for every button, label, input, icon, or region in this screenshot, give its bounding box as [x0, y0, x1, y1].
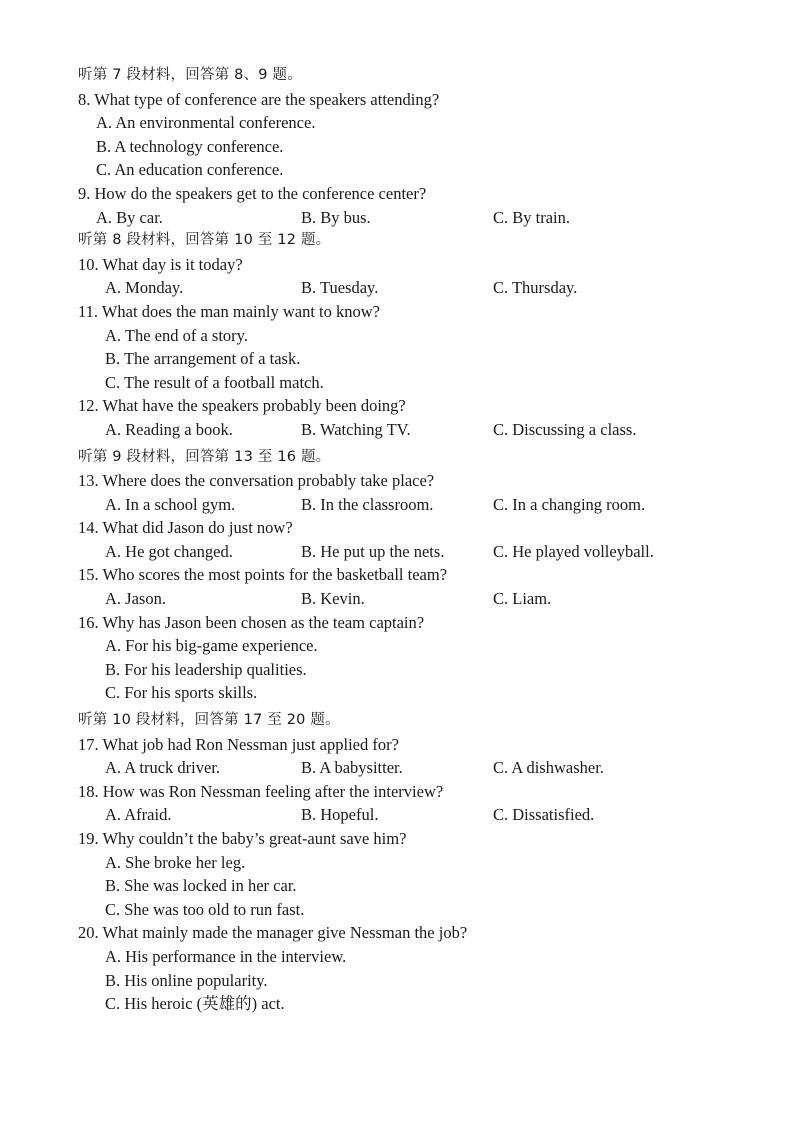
option-19a: A. She broke her leg. — [105, 852, 246, 872]
option-16b: B. For his leadership qualities. — [105, 659, 307, 679]
options-row-9 — [78, 206, 758, 230]
question-14: 14. What did Jason do just now? — [78, 518, 293, 538]
options-row-15 — [78, 587, 758, 611]
option-13b: B. In the classroom. — [301, 494, 434, 514]
section-header: 听第 7 段材料，回答第 8、9 题。 — [78, 67, 302, 83]
option-17b: B. A babysitter. — [301, 758, 403, 778]
option-11a: A. The end of a story. — [105, 325, 248, 345]
options-row-13 — [78, 493, 758, 517]
option-12c: C. Discussing a class. — [493, 419, 637, 439]
option-14c: C. He played volleyball. — [493, 541, 654, 561]
option-10c: C. Thursday. — [493, 278, 578, 298]
option-9b: B. By bus. — [301, 207, 371, 227]
option-20c: C. His heroic (英雄的) act. — [105, 994, 285, 1014]
section-header: 听第 10 段材料，回答第 17 至 20 题。 — [78, 712, 340, 729]
option-17a: A. A truck driver. — [105, 758, 221, 778]
exam-listening-section — [78, 64, 758, 1016]
options-row-12 — [78, 418, 758, 442]
option-16a: A. For his big-game experience. — [105, 636, 318, 656]
option-9c: C. By train. — [493, 207, 570, 227]
section-header: 听第 8 段材料，回答第 10 至 12 题。 — [78, 232, 331, 249]
section-header: 听第 9 段材料，回答第 13 至 16 题。 — [78, 448, 331, 465]
option-8a: A. An environmental conference. — [96, 113, 316, 133]
question-8: 8. What type of conference are the speakers attending? — [78, 89, 440, 109]
option-20b: B. His online popularity. — [105, 970, 268, 990]
option-17c: C. A dishwasher. — [493, 758, 604, 778]
options-row-14 — [78, 540, 758, 564]
option-14a: A. He got changed. — [105, 541, 233, 561]
option-12a: A. Reading a book. — [105, 419, 233, 439]
option-10a: A. Monday. — [105, 278, 184, 298]
option-19c: C. She was too old to run fast. — [105, 899, 305, 919]
option-19b: B. She was locked in her car. — [105, 876, 297, 896]
options-row-10 — [78, 276, 758, 300]
option-15c: C. Liam. — [493, 589, 552, 609]
option-18b: B. Hopeful. — [301, 805, 379, 825]
option-12b: B. Watching TV. — [301, 419, 411, 439]
option-16c: C. For his sports skills. — [105, 683, 258, 703]
question-11: 11. What does the man mainly want to know? — [78, 301, 380, 321]
question-16: 16. Why has Jason been chosen as the team captain? — [78, 612, 425, 632]
option-13a: A. In a school gym. — [105, 494, 236, 514]
question-20: 20. What mainly made the manager give Nessman the job? — [78, 923, 468, 943]
option-15b: B. Kevin. — [301, 589, 365, 609]
question-17: 17. What job had Ron Nessman just applied for? — [78, 734, 399, 754]
question-19: 19. Why couldn’t the baby’s great-aunt save him? — [78, 829, 407, 848]
option-11b: B. The arrangement of a task. — [105, 349, 301, 369]
options-row-17 — [78, 756, 758, 780]
option-15a: A. Jason. — [105, 589, 166, 609]
option-9a: A. By car. — [96, 207, 163, 227]
option-14b: B. He put up the nets. — [301, 541, 445, 561]
question-15: 15. Who scores the most points for the basketball team? — [78, 565, 448, 585]
option-8b: B. A technology conference. — [96, 136, 284, 156]
option-11c: C. The result of a football match. — [105, 372, 324, 392]
option-13c: C. In a changing room. — [493, 494, 646, 514]
question-18: 18. How was Ron Nessman feeling after the interview? — [78, 781, 444, 801]
question-10: 10. What day is it today? — [78, 254, 243, 274]
option-18c: C. Dissatisfied. — [493, 805, 595, 825]
question-13: 13. Where does the conversation probably take place? — [78, 471, 435, 491]
question-12: 12. What have the speakers probably been doing? — [78, 396, 406, 416]
options-row-18 — [78, 803, 758, 827]
option-8c: C. An education conference. — [96, 160, 284, 180]
option-20a: A. His performance in the interview. — [105, 946, 347, 966]
option-18a: A. Afraid. — [105, 805, 172, 825]
question-9: 9. How do the speakers get to the conference center? — [78, 183, 427, 203]
option-10b: B. Tuesday. — [301, 278, 379, 298]
